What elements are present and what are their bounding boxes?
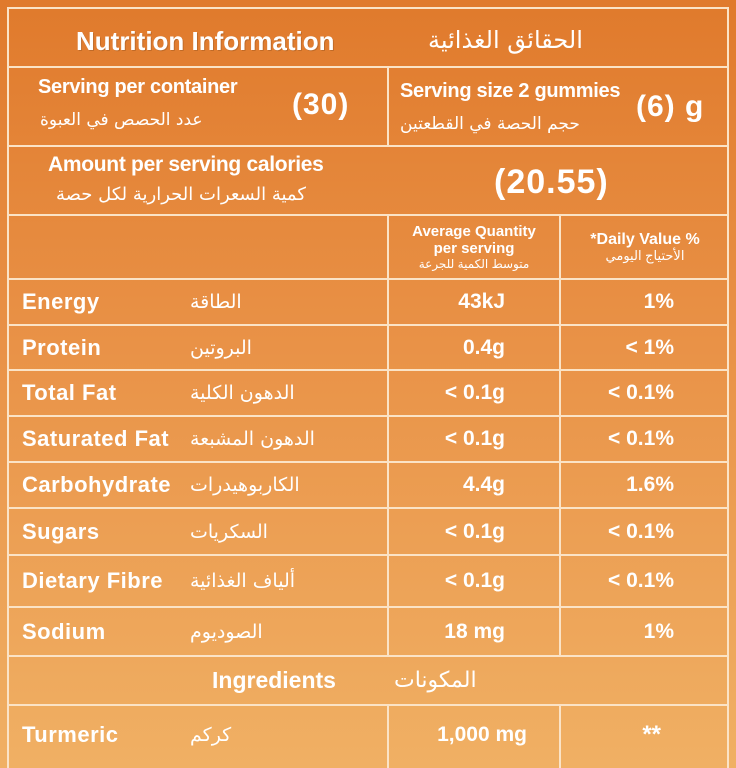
- ingredient-quantity: 1,000 mg: [437, 723, 527, 746]
- serving-size-label: Serving size 2 gummies: [400, 79, 621, 102]
- serving-per-container-value: (30): [292, 88, 350, 121]
- nutrient-name: Protein: [22, 334, 102, 360]
- ingredient-name-ar: كركم: [190, 724, 232, 746]
- nutrient-quantity: 18 mg: [444, 619, 505, 643]
- nutrient-name: Saturated Fat: [22, 426, 170, 451]
- nutrient-quantity: 43kJ: [458, 290, 505, 313]
- nutrient-name: Energy: [22, 289, 100, 314]
- daily-value-header-ar: الأحتياج اليومي: [605, 247, 685, 263]
- nutrient-daily-value: 1%: [643, 619, 674, 643]
- nutrient-daily-value: < 0.1%: [608, 427, 674, 450]
- nutrient-name-ar: السكريات: [190, 520, 268, 543]
- serving-size-value: (6) g: [636, 90, 705, 123]
- ingredient-name: Turmeric: [22, 722, 119, 747]
- nutrient-name: Total Fat: [22, 380, 117, 405]
- serving-size-label-ar: حجم الحصة في القطعتين: [400, 114, 580, 134]
- serving-per-container-label-ar: عدد الحصص في العبوة: [40, 110, 203, 130]
- divider: [387, 66, 389, 146]
- nutrient-name-ar: الدهون المشبعة: [190, 428, 315, 450]
- nutrient-name-ar: الطاقة: [190, 291, 242, 313]
- ingredients-title-ar: المكونات: [394, 667, 477, 693]
- nutrient-daily-value: < 1%: [625, 335, 674, 359]
- divider: [7, 655, 729, 657]
- nutrient-daily-value: 1.6%: [626, 473, 674, 496]
- daily-value-header: [561, 216, 729, 278]
- nutrient-name: Carbohydrate: [22, 472, 172, 497]
- nutrient-quantity: 4.4g: [462, 473, 505, 496]
- ingredient-daily-value: **: [642, 721, 661, 748]
- nutrient-quantity: < 0.1g: [444, 519, 505, 543]
- divider: [7, 145, 729, 147]
- ingredients-title-en: Ingredients: [212, 666, 336, 693]
- nutrient-name-ar: الصوديوم: [190, 620, 263, 643]
- nutrient-name-ar: البروتين: [190, 336, 252, 359]
- calories-value: (20.55): [494, 162, 609, 201]
- nutrient-name: Dietary Fibre: [22, 568, 163, 593]
- nutrient-name-ar: ألياف الغذائية: [190, 570, 296, 592]
- serving-per-container-label: Serving per container: [38, 75, 238, 98]
- avg-quantity-header-line2: per serving: [433, 240, 515, 257]
- nutrient-name-ar: الدهون الكلية: [190, 382, 295, 404]
- calories-label: Amount per serving calories: [48, 153, 324, 176]
- nutrient-daily-value: 1%: [643, 290, 674, 313]
- divider: [7, 66, 729, 68]
- daily-value-header-en: *Daily Value %: [590, 230, 700, 248]
- nutrient-name: Sodium: [22, 618, 106, 644]
- nutrient-daily-value: < 0.1%: [608, 381, 674, 404]
- nutrient-daily-value: < 0.1%: [608, 519, 674, 543]
- title-ar: الحقائق الغذائية: [428, 26, 583, 54]
- avg-quantity-header-line1: Average Quantity: [412, 223, 536, 240]
- nutrient-quantity: < 0.1g: [444, 381, 505, 404]
- title-en: Nutrition Information: [76, 25, 335, 56]
- avg-quantity-header-ar: متوسط الكمية للجرعة: [418, 257, 530, 271]
- nutrient-daily-value: < 0.1%: [608, 569, 674, 592]
- nutrient-quantity: < 0.1g: [444, 427, 505, 450]
- nutrient-quantity: < 0.1g: [444, 569, 505, 592]
- calories-label-ar: كمية السعرات الحرارية لكل حصة: [56, 183, 306, 205]
- nutrient-name: Sugars: [22, 518, 100, 544]
- avg-quantity-header: [389, 216, 559, 278]
- nutrient-name-ar: الكاربوهيدرات: [190, 474, 300, 496]
- nutrient-quantity: 0.4g: [462, 335, 505, 359]
